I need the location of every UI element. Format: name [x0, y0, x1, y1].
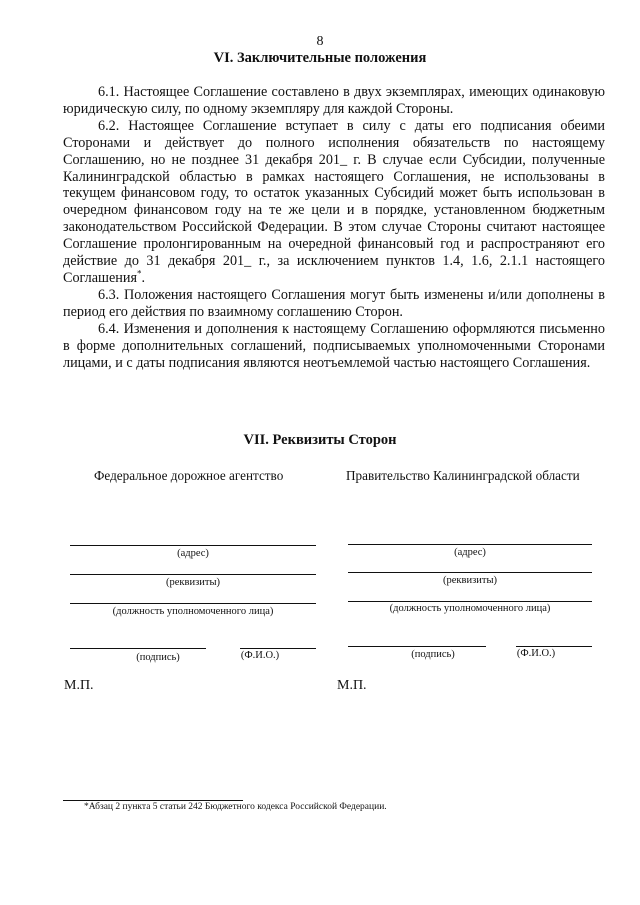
left-seal-label: М.П. — [64, 678, 94, 693]
footnote-separator — [63, 800, 243, 801]
paragraph-6-4: 6.4. Изменения и дополнения к настоящему Соглашению оформляются письменно в форме дополнительных соглашений, подписываемых уполномоченными Сторонами лицами, и с даты подписания являются неотъемлемой частью настоящего Соглашения. — [63, 320, 605, 371]
paragraph-6-2-text: 6.2. Настоящее Соглашение вступает в силу с даты его подписания обеими Сторонами и действует до полного исполнения обязательств по настоящему Соглашению, но не позднее 31 декабря 201_ г. В случае если Субсидии, полученные Калининградской областью в рамках настоящего Соглашения, не использованы в текущем финансовом году, то остаток указанных Субсидий может быть использован в очередном финансовом году на те же цели и в порядке, установленном бюджетным законодательством Российской Федерации. В этом случае Стороны считают настоящее Соглашение пролонгированным на очередной финансовый год и распространяют его действие до 31 декабря 201_ г., за исключением пунктов 1.4, 1.6, 2.1.1 настоящего Соглашения — [63, 117, 605, 286]
section-6-title: VI. Заключительные положения — [213, 50, 427, 66]
footnote-text: *Абзац 2 пункта 5 статьи 242 Бюджетного кодекса Российской Федерации. — [84, 802, 387, 812]
right-name-caption: (Ф.И.О.) — [516, 648, 556, 659]
section-6-body — [63, 84, 605, 371]
left-position-line — [70, 603, 316, 604]
left-signature-line — [70, 648, 206, 649]
right-seal-label: М.П. — [337, 678, 367, 693]
left-signature-caption: (подпись) — [136, 652, 180, 663]
left-name-caption: (Ф.И.О.) — [240, 650, 280, 661]
right-signature-caption: (подпись) — [411, 649, 455, 660]
right-position-line — [348, 601, 592, 602]
right-signature-line — [348, 646, 486, 647]
paragraph-6-1: 6.1. Настоящее Соглашение составлено в двух экземплярах, имеющих одинаковую юридическую силу, по одному экземпляру для каждой Стороны. — [63, 84, 605, 117]
left-position-caption: (должность уполномоченного лица) — [112, 606, 274, 617]
right-position-caption: (должность уполномоченного лица) — [389, 603, 551, 614]
left-address-caption: (адрес) — [177, 548, 209, 559]
right-requisites-line — [348, 572, 592, 573]
left-requisites-line — [70, 574, 316, 575]
right-requisites-caption: (реквизиты) — [443, 575, 497, 586]
left-requisites-caption: (реквизиты) — [166, 577, 220, 588]
paragraph-6-2 — [63, 118, 605, 287]
page-number: 8 — [316, 34, 324, 49]
section-7-title: VII. Реквизиты Сторон — [243, 432, 397, 448]
right-address-line — [348, 544, 592, 545]
left-name-line — [240, 648, 316, 649]
paragraph-6-2-end: . — [141, 269, 146, 286]
right-name-line — [516, 646, 592, 647]
party-kaliningrad-government: Правительство Калининградской области — [346, 468, 580, 483]
paragraph-6-3: 6.3. Положения настоящего Соглашения могут быть изменены и/или дополнены в период его действия по взаимному соглашению Сторон. — [63, 286, 605, 320]
footnote-mark: * — [136, 268, 142, 279]
right-address-caption: (адрес) — [454, 547, 486, 558]
left-address-line — [70, 545, 316, 546]
party-federal-agency: Федеральное дорожное агентство — [94, 468, 284, 483]
